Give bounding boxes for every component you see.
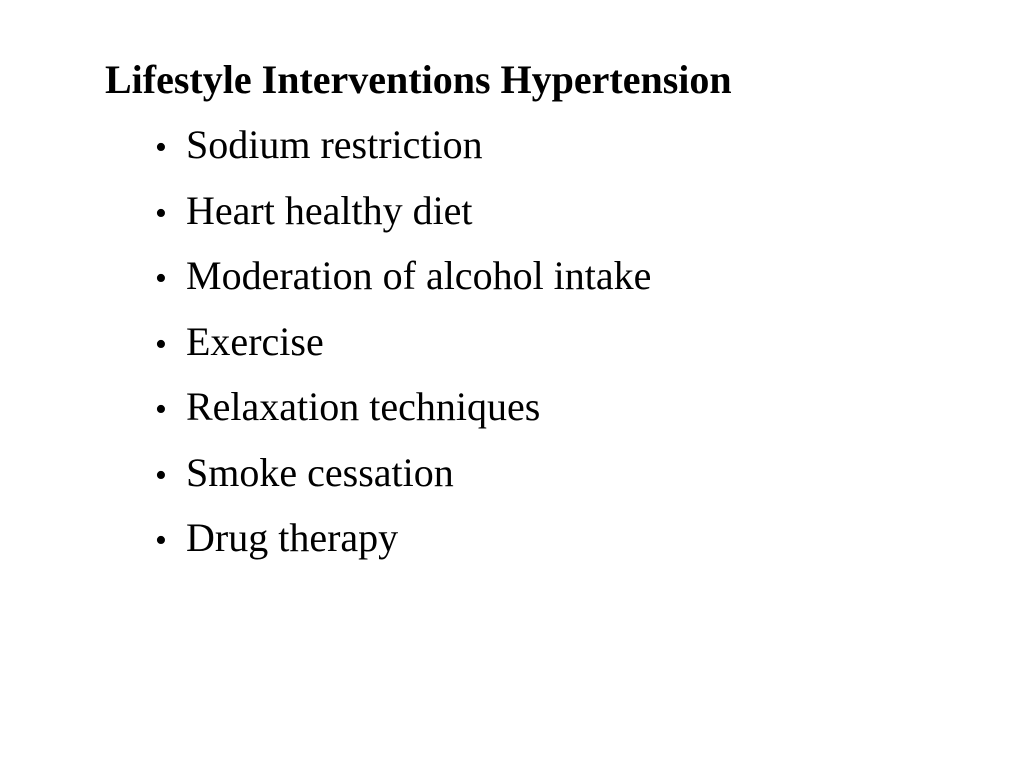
list-item	[155, 449, 651, 515]
list-item	[155, 383, 651, 449]
bullet-icon: •	[155, 522, 167, 559]
list-item-text: Drug therapy	[186, 515, 399, 560]
list-item	[155, 514, 651, 580]
list-item-text: Exercise	[186, 318, 324, 364]
bullet-list	[155, 121, 651, 580]
list-item	[155, 121, 651, 187]
list-item-text: Moderation of alcohol intake	[186, 253, 652, 298]
list-item-text: Sodium restriction	[186, 122, 483, 167]
list-item-text: Smoke cessation	[186, 449, 454, 495]
bullet-icon: •	[155, 325, 167, 363]
bullet-icon: •	[155, 391, 167, 428]
list-item-text: Relaxation techniques	[186, 384, 541, 429]
bullet-icon: •	[155, 260, 167, 297]
bullet-icon: •	[155, 194, 167, 232]
slide-title: Lifestyle Interventions Hypertension	[105, 57, 732, 102]
list-item-text: Heart healthy diet	[186, 187, 473, 233]
list-item	[155, 187, 651, 253]
bullet-icon: •	[155, 456, 167, 494]
bullet-icon: •	[155, 129, 167, 166]
list-item	[155, 318, 651, 384]
list-item	[155, 252, 651, 318]
